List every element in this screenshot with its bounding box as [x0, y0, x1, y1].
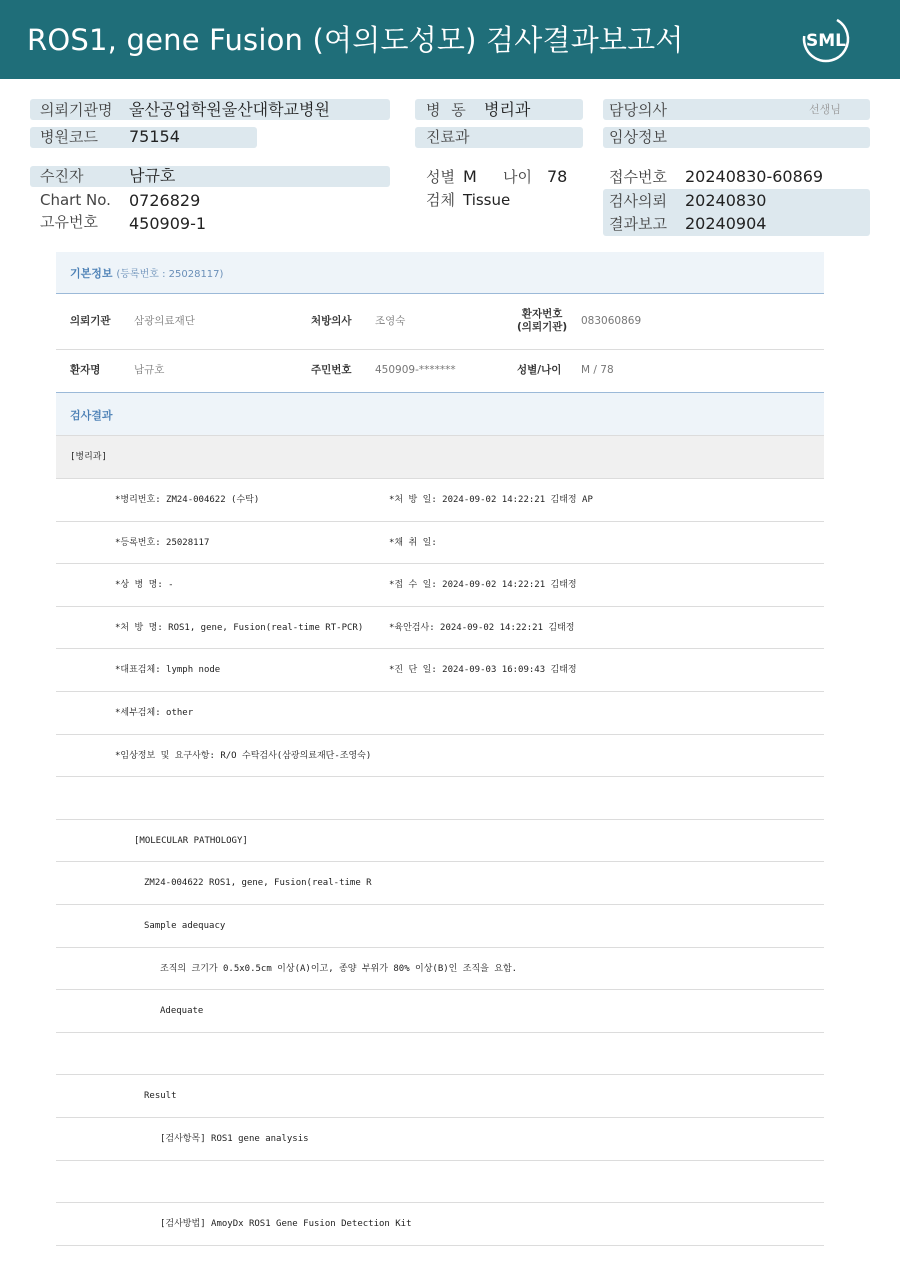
ward-label: 병 동	[426, 101, 466, 119]
pt-no-label-line1: 환자번호	[521, 308, 563, 320]
age-label: 나이	[503, 168, 532, 186]
divider	[56, 904, 824, 905]
pt-no-label	[517, 308, 567, 334]
patient-label: 수진자	[40, 167, 84, 185]
name-value: 남규호	[134, 364, 165, 376]
ward-value: 병리과	[484, 100, 531, 119]
divider	[56, 1202, 824, 1203]
dept-band	[56, 436, 824, 478]
request-date: 20240830	[685, 191, 767, 210]
result-field: *대표검체: lymph node	[115, 665, 221, 675]
divider	[56, 861, 824, 862]
divider	[56, 478, 824, 479]
basic-info-reg-no: (등록번호 : 25028117)	[116, 269, 224, 280]
result-field: [검사항목] ROS1 gene analysis	[160, 1134, 309, 1144]
result-field: *임상정보 및 요구사항: R/O 수탁검사(삼광의료재단-조영숙)	[115, 751, 372, 761]
divider	[56, 293, 824, 294]
report-title: ROS1, gene Fusion (여의도성모) 검사결과보고서	[27, 23, 684, 57]
patient-name: 남규호	[129, 166, 176, 185]
rrn-label: 주민번호	[311, 364, 352, 376]
doctor-label: 담당의사	[609, 101, 667, 119]
result-field: 조직의 크기가 0.5x0.5cm 이상(A)이고, 종양 부위가 80% 이상(B)인 조직을 요함.	[160, 964, 518, 974]
result-field: *병리번호: ZM24-004622 (수탁)	[115, 495, 260, 505]
inst-value: 삼광의료재단	[134, 315, 195, 327]
pt-no-value: 083060869	[581, 315, 642, 327]
divider	[56, 691, 824, 692]
results-title: 검사결과	[70, 409, 113, 422]
age-value: 78	[547, 167, 568, 186]
divider	[56, 349, 824, 350]
sml-logo-icon	[800, 13, 852, 65]
divider	[56, 989, 824, 990]
result-field: Result	[144, 1091, 177, 1101]
receipt-no: 20240830-60869	[685, 167, 824, 186]
basic-info-title-text: 기본정보	[70, 267, 113, 280]
divider	[56, 521, 824, 522]
result-field: *접 수 일: 2024-09-02 14:22:21 김태정	[389, 580, 577, 590]
result-field: *처 방 명: ROS1, gene, Fusion(real-time RT-PCR)	[115, 623, 364, 633]
sex-label: 성별	[426, 168, 455, 186]
hospital-code-label: 병원코드	[40, 128, 98, 146]
divider	[56, 1245, 824, 1246]
report-date: 20240904	[685, 214, 767, 233]
results-header	[56, 393, 824, 435]
divider	[56, 563, 824, 564]
result-field: [검사방법] AmoyDx ROS1 Gene Fusion Detection Kit	[160, 1219, 412, 1229]
result-field: *처 방 일: 2024-09-02 14:22:21 김태정 AP	[389, 495, 593, 505]
specimen-value: Tissue	[463, 191, 511, 209]
prescriber-value: 조영숙	[375, 315, 406, 327]
divider	[56, 734, 824, 735]
divider	[56, 947, 824, 948]
divider	[56, 1032, 824, 1033]
receipt-label: 접수번호	[609, 168, 667, 186]
result-field: *육안검사: 2024-09-02 14:22:21 김태정	[389, 623, 575, 633]
divider	[56, 819, 824, 820]
rrn-value: 450909-*******	[375, 364, 456, 376]
sexage-value: M / 78	[581, 364, 614, 376]
unique-no: 450909-1	[129, 214, 207, 233]
chart-label: Chart No.	[40, 191, 111, 209]
sex-value: M	[463, 167, 477, 186]
result-field: *상 병 명: -	[115, 580, 174, 590]
divider	[56, 606, 824, 607]
chart-no: 0726829	[129, 191, 201, 210]
institution-label: 의뢰기관명	[40, 101, 113, 119]
basic-info-title	[70, 265, 223, 281]
result-field: *등록번호: 25028117	[115, 538, 210, 548]
specimen-label: 검체	[426, 191, 455, 209]
result-field: *채 취 일:	[389, 538, 437, 548]
divider	[56, 1117, 824, 1118]
result-field: ZM24-004622 ROS1, gene, Fusion(real-time R	[144, 878, 372, 888]
divider	[56, 776, 824, 777]
pt-no-label-line2: (의뢰기관)	[517, 321, 568, 333]
report-label: 결과보고	[609, 215, 667, 233]
doctor-suffix: 선생님	[809, 103, 841, 116]
prescriber-label: 처방의사	[311, 315, 352, 327]
name-label: 환자명	[70, 364, 101, 376]
patient-row	[30, 166, 390, 187]
dept-label: 진료과	[426, 128, 470, 146]
result-field: [MOLECULAR PATHOLOGY]	[134, 836, 248, 846]
inst-label: 의뢰기관	[70, 315, 111, 327]
divider	[56, 1074, 824, 1075]
report-header	[0, 0, 900, 79]
divider	[56, 648, 824, 649]
sexage-label: 성별/나이	[517, 364, 562, 376]
results-dept: [병리과]	[70, 452, 107, 462]
unique-label: 고유번호	[40, 213, 98, 231]
result-field: *세부검체: other	[115, 708, 194, 718]
hospital-code-value: 75154	[129, 127, 180, 146]
result-field: Sample adequacy	[144, 921, 226, 931]
institution-value: 울산공업학원울산대학교병원	[129, 100, 330, 119]
request-label: 검사의뢰	[609, 192, 667, 210]
clinical-info-label: 임상정보	[609, 128, 667, 146]
logo-text: SML	[806, 31, 846, 51]
divider	[56, 1160, 824, 1161]
result-field: *진 단 일: 2024-09-03 16:09:43 김태정	[389, 665, 577, 675]
result-field: Adequate	[160, 1006, 204, 1016]
